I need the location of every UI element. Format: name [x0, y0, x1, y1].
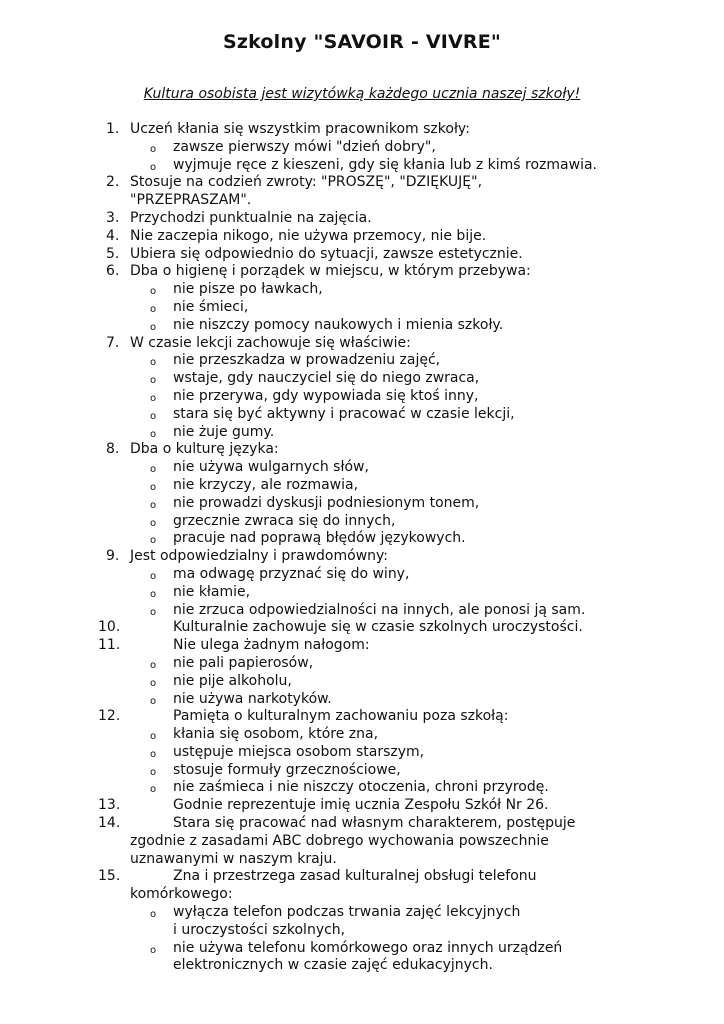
- sub-item-text: nie prowadzi dyskusji podniesionym tonem,: [173, 494, 480, 511]
- item-text: Kulturalnie zachowuje się w czasie szkolnych uroczystości.: [173, 619, 583, 636]
- sub-item-text: grzecznie zwraca się do innych,: [173, 512, 396, 529]
- list-item: [0, 192, 724, 210]
- sub-item-text: nie pije alkoholu,: [173, 672, 292, 689]
- sub-list-item: [0, 495, 724, 513]
- list-item: [0, 228, 724, 246]
- page-title: Szkolny "SAVOIR - VIVRE": [222, 31, 502, 53]
- sub-list-item: [0, 904, 724, 922]
- sub-item-text: nie używa narkotyków.: [173, 690, 332, 707]
- sub-list-item: [0, 530, 724, 548]
- circle-bullet-icon: o: [150, 944, 157, 956]
- sub-list-item: [0, 388, 724, 406]
- sub-item-text: nie używa telefonu komórkowego oraz innych urządzeń: [173, 939, 563, 956]
- sub-list-item: [0, 566, 724, 584]
- sub-list-item: [0, 744, 724, 762]
- sub-item-text: nie przerywa, gdy wypowiada się ktoś inny,: [173, 387, 479, 404]
- circle-bullet-icon: o: [150, 481, 157, 493]
- sub-item-text: wyłącza telefon podczas trwania zajęć lekcyjnych: [173, 904, 521, 921]
- list-item: [0, 210, 724, 228]
- sub-item-text: nie śmieci,: [173, 298, 249, 315]
- list-item: [0, 619, 724, 637]
- item-number: 8.: [106, 441, 120, 458]
- rules-list: [0, 121, 724, 975]
- sub-item-text: nie używa wulgarnych słów,: [173, 459, 369, 476]
- item-text: Zna i przestrzega zasad kulturalnej obsługi telefonu: [173, 868, 537, 885]
- list-item: [0, 815, 724, 833]
- list-item: [0, 886, 724, 904]
- sub-item-text: kłania się osobom, które zna,: [173, 726, 379, 743]
- item-number: 6.: [106, 263, 120, 280]
- sub-list-item: [0, 584, 724, 602]
- page-subtitle: Kultura osobista jest wizytówką każdego ucznia naszej szkoły!: [143, 86, 581, 102]
- list-item: [0, 637, 724, 655]
- circle-bullet-icon: o: [150, 784, 157, 796]
- sub-list-item: [0, 940, 724, 958]
- list-item: [0, 868, 724, 886]
- sub-list-item: [0, 157, 724, 175]
- item-number: 3.: [106, 209, 120, 226]
- item-number: 11.: [98, 637, 121, 654]
- circle-bullet-icon: o: [150, 161, 157, 173]
- circle-bullet-icon: o: [150, 748, 157, 760]
- sub-item-text: nie krzyczy, ale rozmawia,: [173, 476, 359, 493]
- item-number: 5.: [106, 245, 120, 262]
- sub-list-item: [0, 779, 724, 797]
- circle-bullet-icon: o: [150, 464, 157, 476]
- sub-item-text: wyjmuje ręce z kieszeni, gdy się kłania lub z kimś rozmawia.: [173, 156, 597, 173]
- sub-item-text: nie żuje gumy.: [173, 423, 275, 440]
- list-item: [0, 833, 724, 851]
- sub-item-text: ma odwagę przyznać się do winy,: [173, 565, 410, 582]
- sub-item-text: wstaje, gdy nauczyciel się do niego zwraca,: [173, 370, 480, 387]
- item-text: Dba o kulturę języka:: [130, 441, 279, 458]
- sub-list-item: [0, 424, 724, 442]
- list-item: [0, 797, 724, 815]
- sub-list-item: [0, 299, 724, 317]
- circle-bullet-icon: o: [150, 428, 157, 440]
- circle-bullet-icon: o: [150, 677, 157, 689]
- sub-item-text: ustępuje miejsca osobom starszym,: [173, 743, 425, 760]
- sub-list-item: [0, 139, 724, 157]
- item-text: Godnie reprezentuje imię ucznia Zespołu Szkół Nr 26.: [173, 797, 549, 814]
- sub-item-text: pracuje nad poprawą błędów językowych.: [173, 530, 466, 547]
- item-number: 9.: [106, 548, 120, 565]
- list-item: [0, 263, 724, 281]
- item-number: 12.: [98, 708, 121, 725]
- circle-bullet-icon: o: [150, 695, 157, 707]
- circle-bullet-icon: o: [150, 286, 157, 298]
- item-text-continued: uznawanymi w naszym kraju.: [130, 850, 337, 867]
- circle-bullet-icon: o: [150, 606, 157, 618]
- item-number: 10.: [98, 619, 121, 636]
- sub-list-item: [0, 352, 724, 370]
- sub-item-text: stosuje formuły grzecznościowe,: [173, 761, 401, 778]
- list-item: [0, 174, 724, 192]
- circle-bullet-icon: o: [150, 357, 157, 369]
- sub-list-item: [0, 459, 724, 477]
- item-number: 7.: [106, 334, 120, 351]
- sub-item-text: nie pisze po ławkach,: [173, 281, 323, 298]
- item-text: Nie ulega żadnym nałogom:: [173, 637, 370, 654]
- sub-list-item: [0, 370, 724, 388]
- sub-list-item: [0, 317, 724, 335]
- sub-list-item: [0, 922, 724, 940]
- item-number: 2.: [106, 174, 120, 191]
- sub-item-text: stara się być aktywny i pracować w czasie lekcji,: [173, 405, 515, 422]
- sub-item-text: zawsze pierwszy mówi "dzień dobry",: [173, 138, 436, 155]
- sub-list-item: [0, 691, 724, 709]
- circle-bullet-icon: o: [150, 570, 157, 582]
- sub-item-text: nie pali papierosów,: [173, 654, 314, 671]
- item-number: 13.: [98, 797, 121, 814]
- sub-list-item: [0, 477, 724, 495]
- sub-list-item: [0, 281, 724, 299]
- sub-item-text: nie przeszkadza w prowadzeniu zajęć,: [173, 352, 441, 369]
- list-item: [0, 335, 724, 353]
- list-item: [0, 121, 724, 139]
- sub-item-text: nie zrzuca odpowiedzialności na innych, ale ponosi ją sam.: [173, 601, 586, 618]
- circle-bullet-icon: o: [150, 303, 157, 315]
- sub-list-item: [0, 673, 724, 691]
- item-number: 15.: [98, 868, 121, 885]
- circle-bullet-icon: o: [150, 535, 157, 547]
- circle-bullet-icon: o: [150, 766, 157, 778]
- circle-bullet-icon: o: [150, 909, 157, 921]
- sub-list-item: [0, 957, 724, 975]
- item-text: Dba o higienę i porządek w miejscu, w którym przebywa:: [130, 263, 531, 280]
- circle-bullet-icon: o: [150, 410, 157, 422]
- sub-list-item: [0, 406, 724, 424]
- item-number: 4.: [106, 227, 120, 244]
- list-item: [0, 851, 724, 869]
- item-number: 1.: [106, 121, 120, 137]
- item-text: Uczeń kłania się wszystkim pracownikom szkoły:: [130, 121, 470, 137]
- sub-list-item: [0, 655, 724, 673]
- item-text: Przychodzi punktualnie na zajęcia.: [130, 209, 372, 226]
- item-text: Nie zaczepia nikogo, nie używa przemocy, nie bije.: [130, 227, 487, 244]
- item-number: 14.: [98, 815, 121, 832]
- item-text: W czasie lekcji zachowuje się właściwie:: [130, 334, 411, 351]
- sub-list-item: [0, 602, 724, 620]
- item-text: Stara się pracować nad własnym charakterem, postępuje: [173, 815, 576, 832]
- list-item: [0, 246, 724, 264]
- item-text-continued: "PRZEPRASZAM".: [130, 192, 252, 209]
- circle-bullet-icon: o: [150, 321, 157, 333]
- circle-bullet-icon: o: [150, 499, 157, 511]
- sub-list-item: [0, 726, 724, 744]
- sub-item-text: nie kłamie,: [173, 583, 251, 600]
- circle-bullet-icon: o: [150, 588, 157, 600]
- sub-item-text: nie niszczy pomocy naukowych i mienia szkoły.: [173, 316, 504, 333]
- circle-bullet-icon: o: [150, 375, 157, 387]
- item-text: Jest odpowiedzialny i prawdomówny:: [130, 548, 389, 565]
- item-text: Ubiera się odpowiednio do sytuacji, zawsze estetycznie.: [130, 245, 523, 262]
- sub-item-text-continued: i uroczystości szkolnych,: [173, 921, 346, 938]
- item-text: Pamięta o kulturalnym zachowaniu poza szkołą:: [173, 708, 509, 725]
- list-item: [0, 548, 724, 566]
- circle-bullet-icon: o: [150, 143, 157, 155]
- circle-bullet-icon: o: [150, 392, 157, 404]
- sub-item-text: nie zaśmieca i nie niszczy otoczenia, chroni przyrodę.: [173, 779, 549, 796]
- item-text-continued: zgodnie z zasadami ABC dobrego wychowania powszechnie: [130, 832, 549, 849]
- item-text-continued: komórkowego:: [130, 886, 233, 903]
- circle-bullet-icon: o: [150, 517, 157, 529]
- item-text: Stosuje na codzień zwroty: "PROSZĘ", "DZIĘKUJĘ",: [130, 174, 483, 191]
- sub-list-item: [0, 762, 724, 780]
- circle-bullet-icon: o: [150, 659, 157, 671]
- list-item: [0, 708, 724, 726]
- sub-list-item: [0, 513, 724, 531]
- sub-item-text-continued: elektronicznych w czasie zajęć edukacyjnych.: [173, 957, 493, 974]
- circle-bullet-icon: o: [150, 731, 157, 743]
- list-item: [0, 441, 724, 459]
